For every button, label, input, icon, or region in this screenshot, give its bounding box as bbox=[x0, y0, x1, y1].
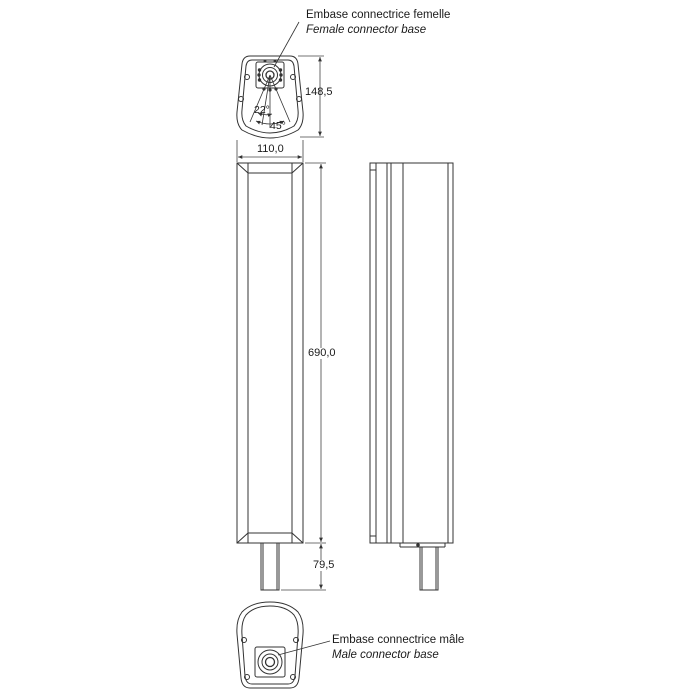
bottom-view-connector-socket bbox=[255, 647, 285, 677]
height-dimension-value: 690,0 bbox=[308, 347, 336, 359]
front-column-body bbox=[237, 163, 303, 543]
female-base-label-fr: Embase connectrice femelle bbox=[306, 9, 451, 21]
male-ring-inner bbox=[266, 658, 275, 667]
width-dimension-value: 110,0 bbox=[257, 143, 284, 155]
front-pole bbox=[261, 543, 279, 590]
male-label-leader bbox=[278, 641, 330, 655]
female-base-label-en: Female connector base bbox=[306, 24, 427, 36]
depth-dimension-value: 148,5 bbox=[305, 86, 333, 98]
male-base-label-fr: Embase connectrice mâle bbox=[332, 634, 465, 646]
angle-outer-value: 45° bbox=[270, 120, 286, 132]
side-view-column bbox=[370, 163, 453, 590]
bottom-view-housing-outline bbox=[237, 602, 303, 688]
bottom-view-housing-inner bbox=[242, 606, 298, 684]
front-view-column bbox=[237, 163, 303, 590]
pole-dimension-value: 79,5 bbox=[313, 559, 335, 571]
male-ring-mid bbox=[262, 654, 278, 670]
male-base-label-en: Male connector base bbox=[332, 649, 439, 661]
bottom-view-male-base bbox=[237, 602, 330, 688]
side-pole bbox=[420, 547, 438, 590]
angle-inner-value: 22° bbox=[254, 104, 270, 116]
side-column-body bbox=[370, 163, 453, 543]
